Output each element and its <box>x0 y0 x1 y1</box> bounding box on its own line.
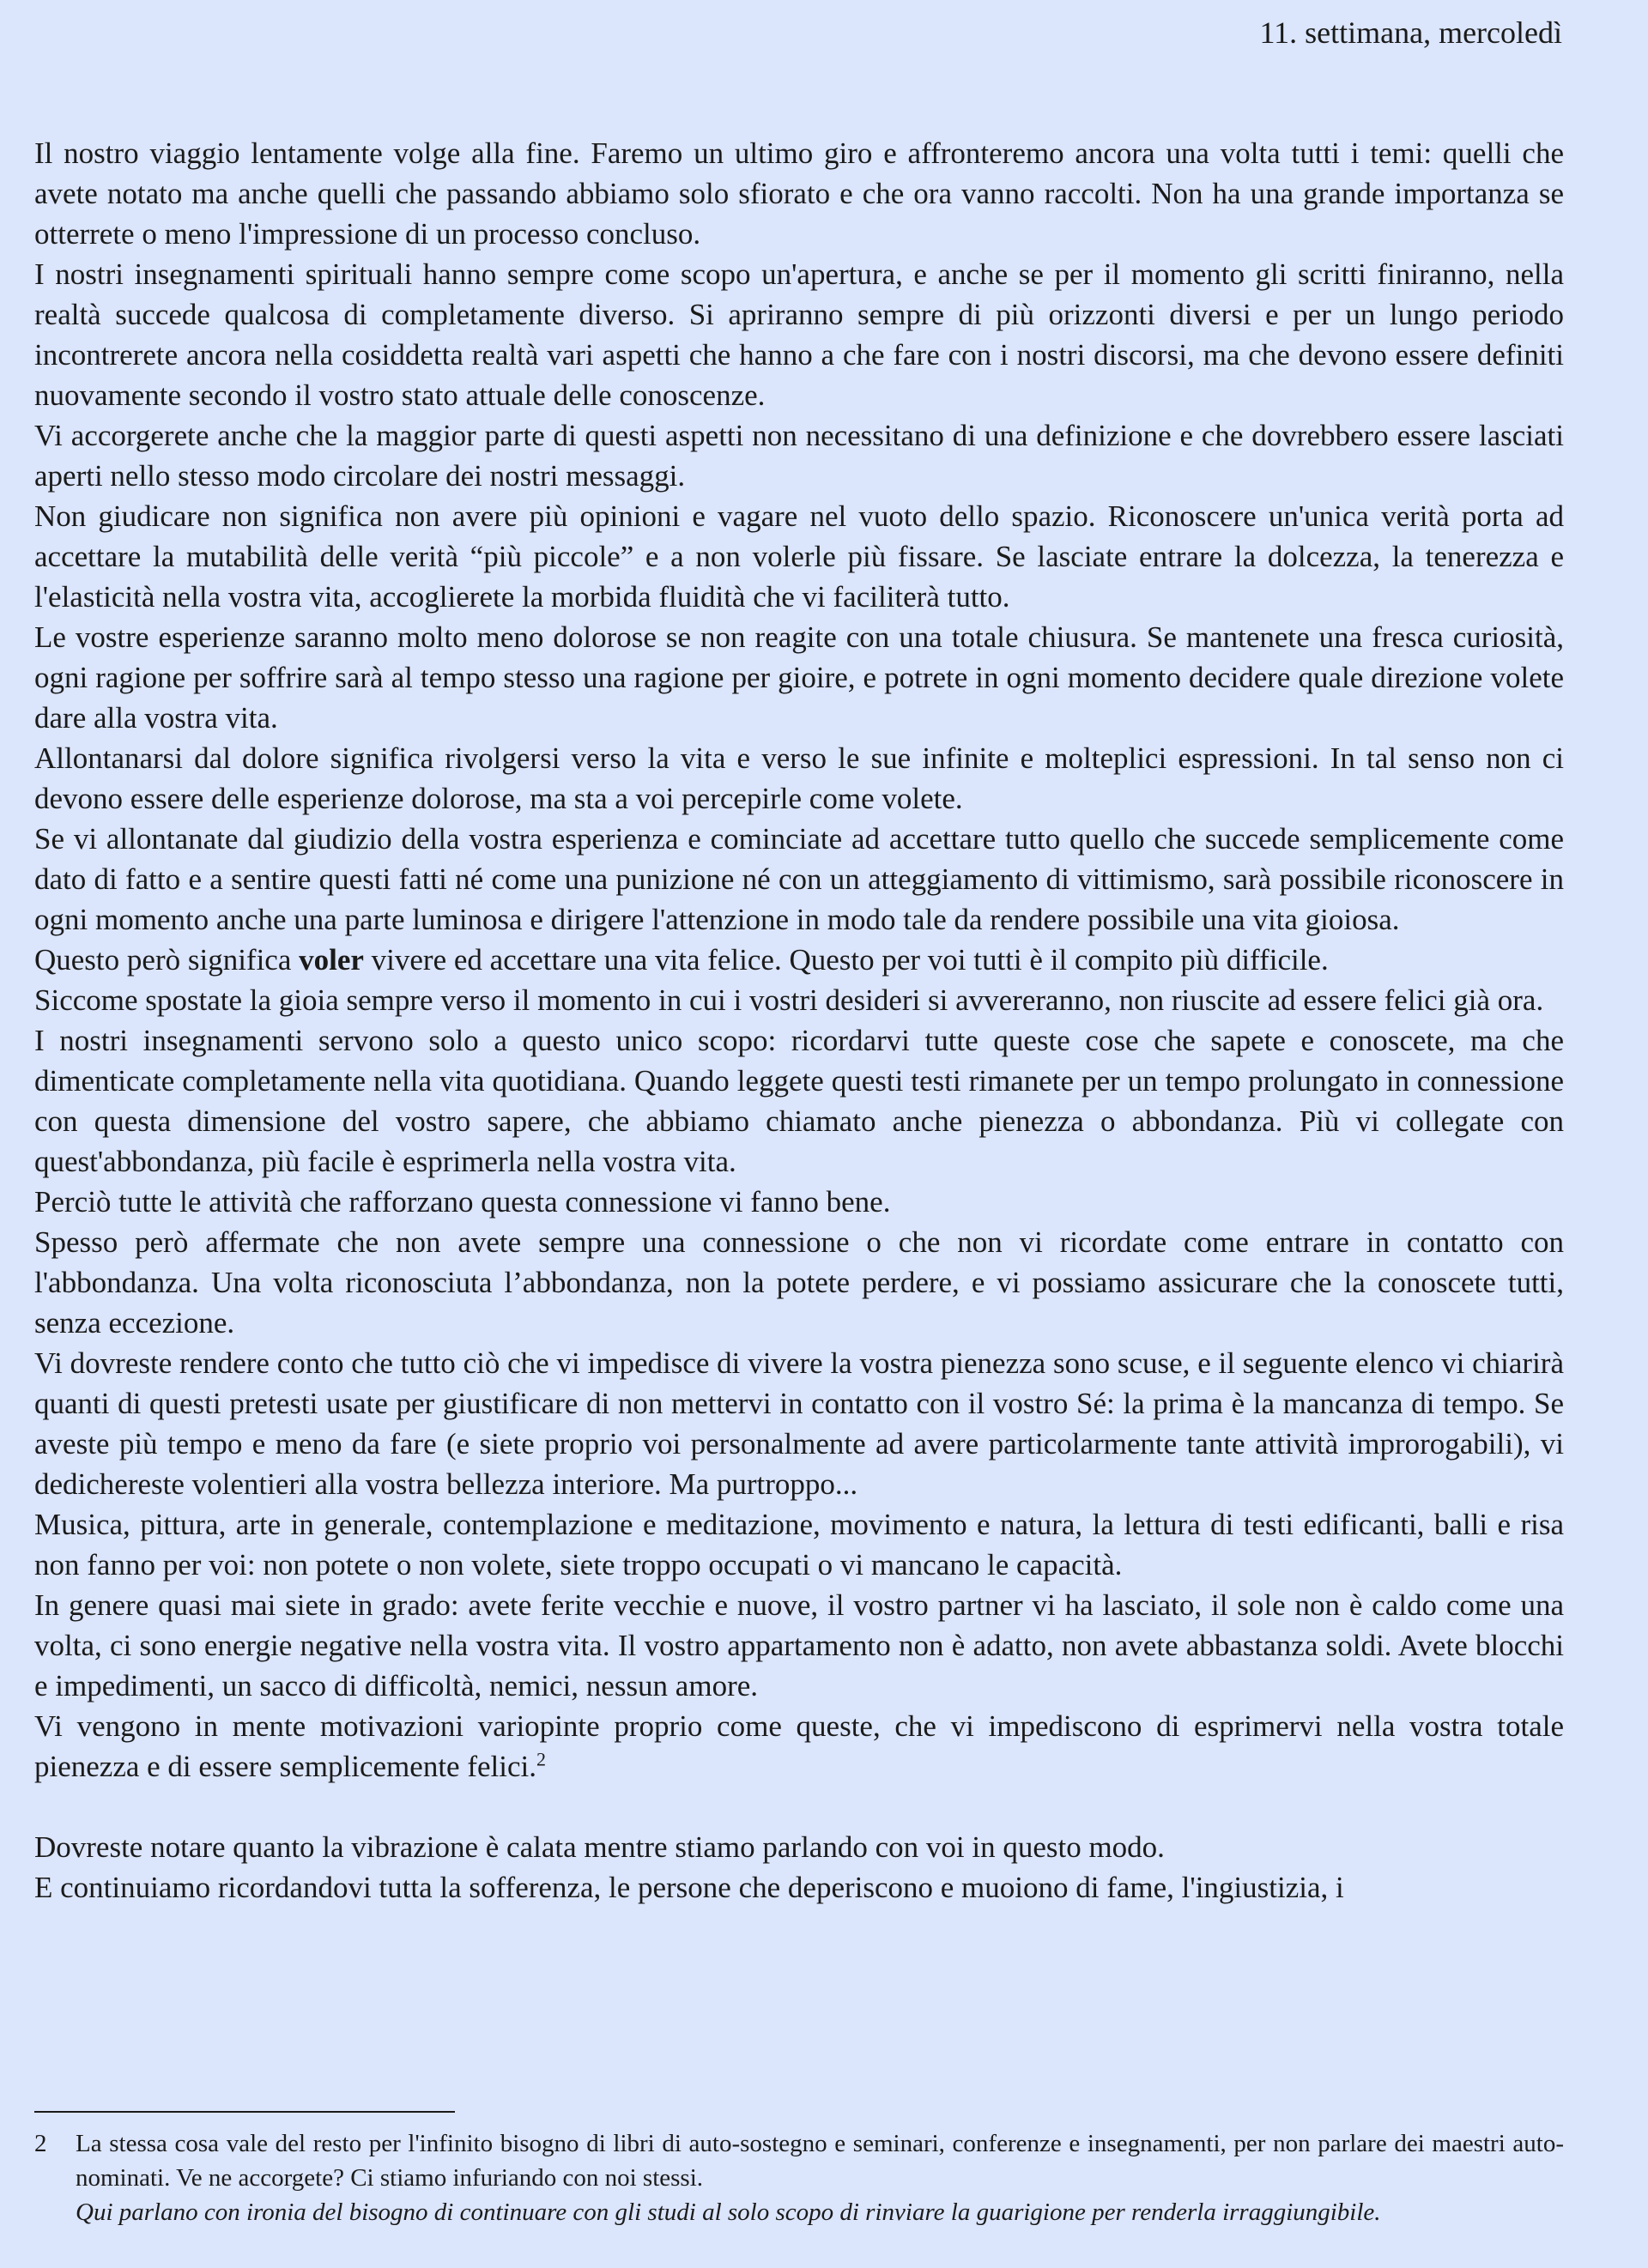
paragraph: Perciò tutte le attività che rafforzano questa connessione vi fanno bene. <box>34 1185 891 1219</box>
paragraph: Non giudicare non significa non avere più opinioni e vagare nel vuoto dello spazio. Riconoscere un'unica verità porta ad accettare la mutabilità delle verità “più piccole” e a non volerle più fissare. Se lasciate entrare la dolcezza, la tenerezza e l'elasticità nella vostra vita, accoglierete la morbida fluidità che vi faciliterà tutto. <box>34 499 1564 614</box>
paragraph: Il nostro viaggio lentamente volge alla fine. Faremo un ultimo giro e affronteremo ancora una volta tutti i temi: quelli che avete notato ma anche quelli che passando abbiamo solo sfiorato e che ora vanno raccolti. Non ha una grande importanza se otterrete o meno l'impressione di un processo concluso. <box>34 136 1564 251</box>
paragraph: Vi dovreste rendere conto che tutto ciò che vi impedisce di vivere la vostra pienezza sono scuse, e il seguente elenco vi chiarirà quanti di questi pretesti usate per giustificare di non mettervi in contatto con il vostro Sé: la prima è la mancanza di tempo. Se aveste più tempo e meno da fare (e siete proprio voi personalmente ad avere particolarmente tante attività improrogabili), vi dedichereste volentieri alla vostra bellezza interiore. Ma purtroppo... <box>34 1346 1564 1501</box>
paragraph: I nostri insegnamenti servono solo a questo unico scopo: ricordarvi tutte queste cose che sapete e conoscete, ma che dimenticate completamente nella vita quotidiana. Quando leggete questi testi rimanete per un tempo prolungato in connessione con questa dimensione del vostro sapere, che abbiamo chiamato anche pienezza o abbondanza. Più vi collegate con quest'abbondanza, più facile è esprimerla nella vostra vita. <box>34 1024 1564 1178</box>
footnote-number: 2 <box>34 2130 47 2157</box>
footnote-italic-text: Qui parlano con ironia del bisogno di continuare con gli studi al solo scopo di rinviare la guarigione per renderla irraggiungibile. <box>76 2198 1381 2226</box>
paragraph: In genere quasi mai siete in grado: avete ferite vecchie e nuove, il vostro partner vi ha lasciato, il sole non è caldo come una volta, ci sono energie negative nella vostra vita. Il vostro appartamento non è adatto, non avete abbastanza soldi. Avete blocchi e impedimenti, un sacco di difficoltà, nemici, nessun amore. <box>34 1588 1564 1703</box>
paragraph: I nostri insegnamenti spirituali hanno sempre come scopo un'apertura, e anche se per il momento gli scritti finiranno, nella realtà succede qualcosa di completamente diverso. Si apriranno sempre di più orizzonti diversi e per un lungo periodo incontrerete ancora nella cosiddetta realtà vari aspetti che hanno a che fare con i nostri discorsi, ma che devono essere definiti nuovamente secondo il vostro stato attuale delle conoscenze. <box>34 257 1564 412</box>
emphasis-voler: voler <box>299 943 364 977</box>
page-title: 11. settimana, mercoledì <box>1259 15 1562 50</box>
footnote-body <box>76 2126 1564 2229</box>
main-text <box>34 133 1564 1908</box>
paragraph-voler-after: vivere ed accettare una vita felice. Questo per voi tutti è il compito più difficile. <box>363 943 1329 977</box>
footnote-divider <box>34 2111 455 2113</box>
paragraph-with-footnote <box>34 1706 1564 1787</box>
paragraph: Vi accorgerete anche che la maggior parte di questi aspetti non necessitano di una definizione e che dovrebbero essere lasciati aperti nello stesso modo circolare dei nostri messaggi. <box>34 419 1564 493</box>
paragraph: Le vostre esperienze saranno molto meno dolorose se non reagite con una totale chiusura. Se mantenete una fresca curiosità, ogni ragione per soffrire sarà al tempo stesso una ragione per gioire, e potrete in ogni momento decidere quale direzione volete dare alla vostra vita. <box>34 620 1564 735</box>
page-header <box>1259 14 1562 51</box>
paragraph: Allontanarsi dal dolore significa rivolgersi verso la vita e verso le sue infinite e molteplici espressioni. In tal senso non ci devono essere delle esperienze dolorose, ma sta a voi percepirle come volete. <box>34 741 1564 815</box>
footnote-reference[interactable]: 2 <box>536 1748 546 1770</box>
paragraph-text: Vi vengono in mente motivazioni variopinte proprio come queste, che vi impediscono di esprimervi nella vostra totale pienezza e di essere semplicemente felici. <box>34 1709 1564 1783</box>
paragraph: Siccome spostate la gioia sempre verso il momento in cui i vostri desideri si avvereranno, non riuscite ad essere felici già ora. <box>34 983 1544 1017</box>
paragraph-voler-before: Questo però significa <box>34 943 300 977</box>
paragraph: Musica, pittura, arte in generale, contemplazione e meditazione, movimento e natura, la lettura di testi edificanti, balli e risa non fanno per voi: non potete o non volete, siete troppo occupati o vi mancano le capacità. <box>34 1508 1564 1582</box>
paragraph: Dovreste notare quanto la vibrazione è calata mentre stiamo parlando con voi in questo modo. <box>34 1830 1165 1864</box>
footnote-text: La stessa cosa vale del resto per l'infinito bisogno di libri di auto-sostegno e seminari, conferenze e insegnamenti, per non parlare dei maestri auto-nominati. Ve ne accorgete? Ci stiamo infuriando con noi stessi. <box>76 2130 1564 2192</box>
paragraph: E continuiamo ricordandovi tutta la sofferenza, le persone che deperiscono e muoiono di fame, l'ingiustizia, i <box>34 1871 1344 1904</box>
footnote <box>34 2126 1564 2229</box>
paragraph: Se vi allontanate dal giudizio della vostra esperienza e cominciate ad accettare tutto quello che succede semplicemente come dato di fatto e a sentire questi fatti né come una punizione né con un atteggiamento di vittimismo, sarà possibile riconoscere in ogni momento anche una parte luminosa e dirigere l'attenzione in modo tale da rendere possibile una vita gioiosa. <box>34 822 1564 936</box>
paragraph: Spesso però affermate che non avete sempre una connessione o che non vi ricordate come entrare in contatto con l'abbondanza. Una volta riconosciuta l’abbondanza, non la potete perdere, e vi possiamo assicurare che la conoscete tutti, senza eccezione. <box>34 1225 1564 1340</box>
paragraph-voler <box>34 940 1564 980</box>
